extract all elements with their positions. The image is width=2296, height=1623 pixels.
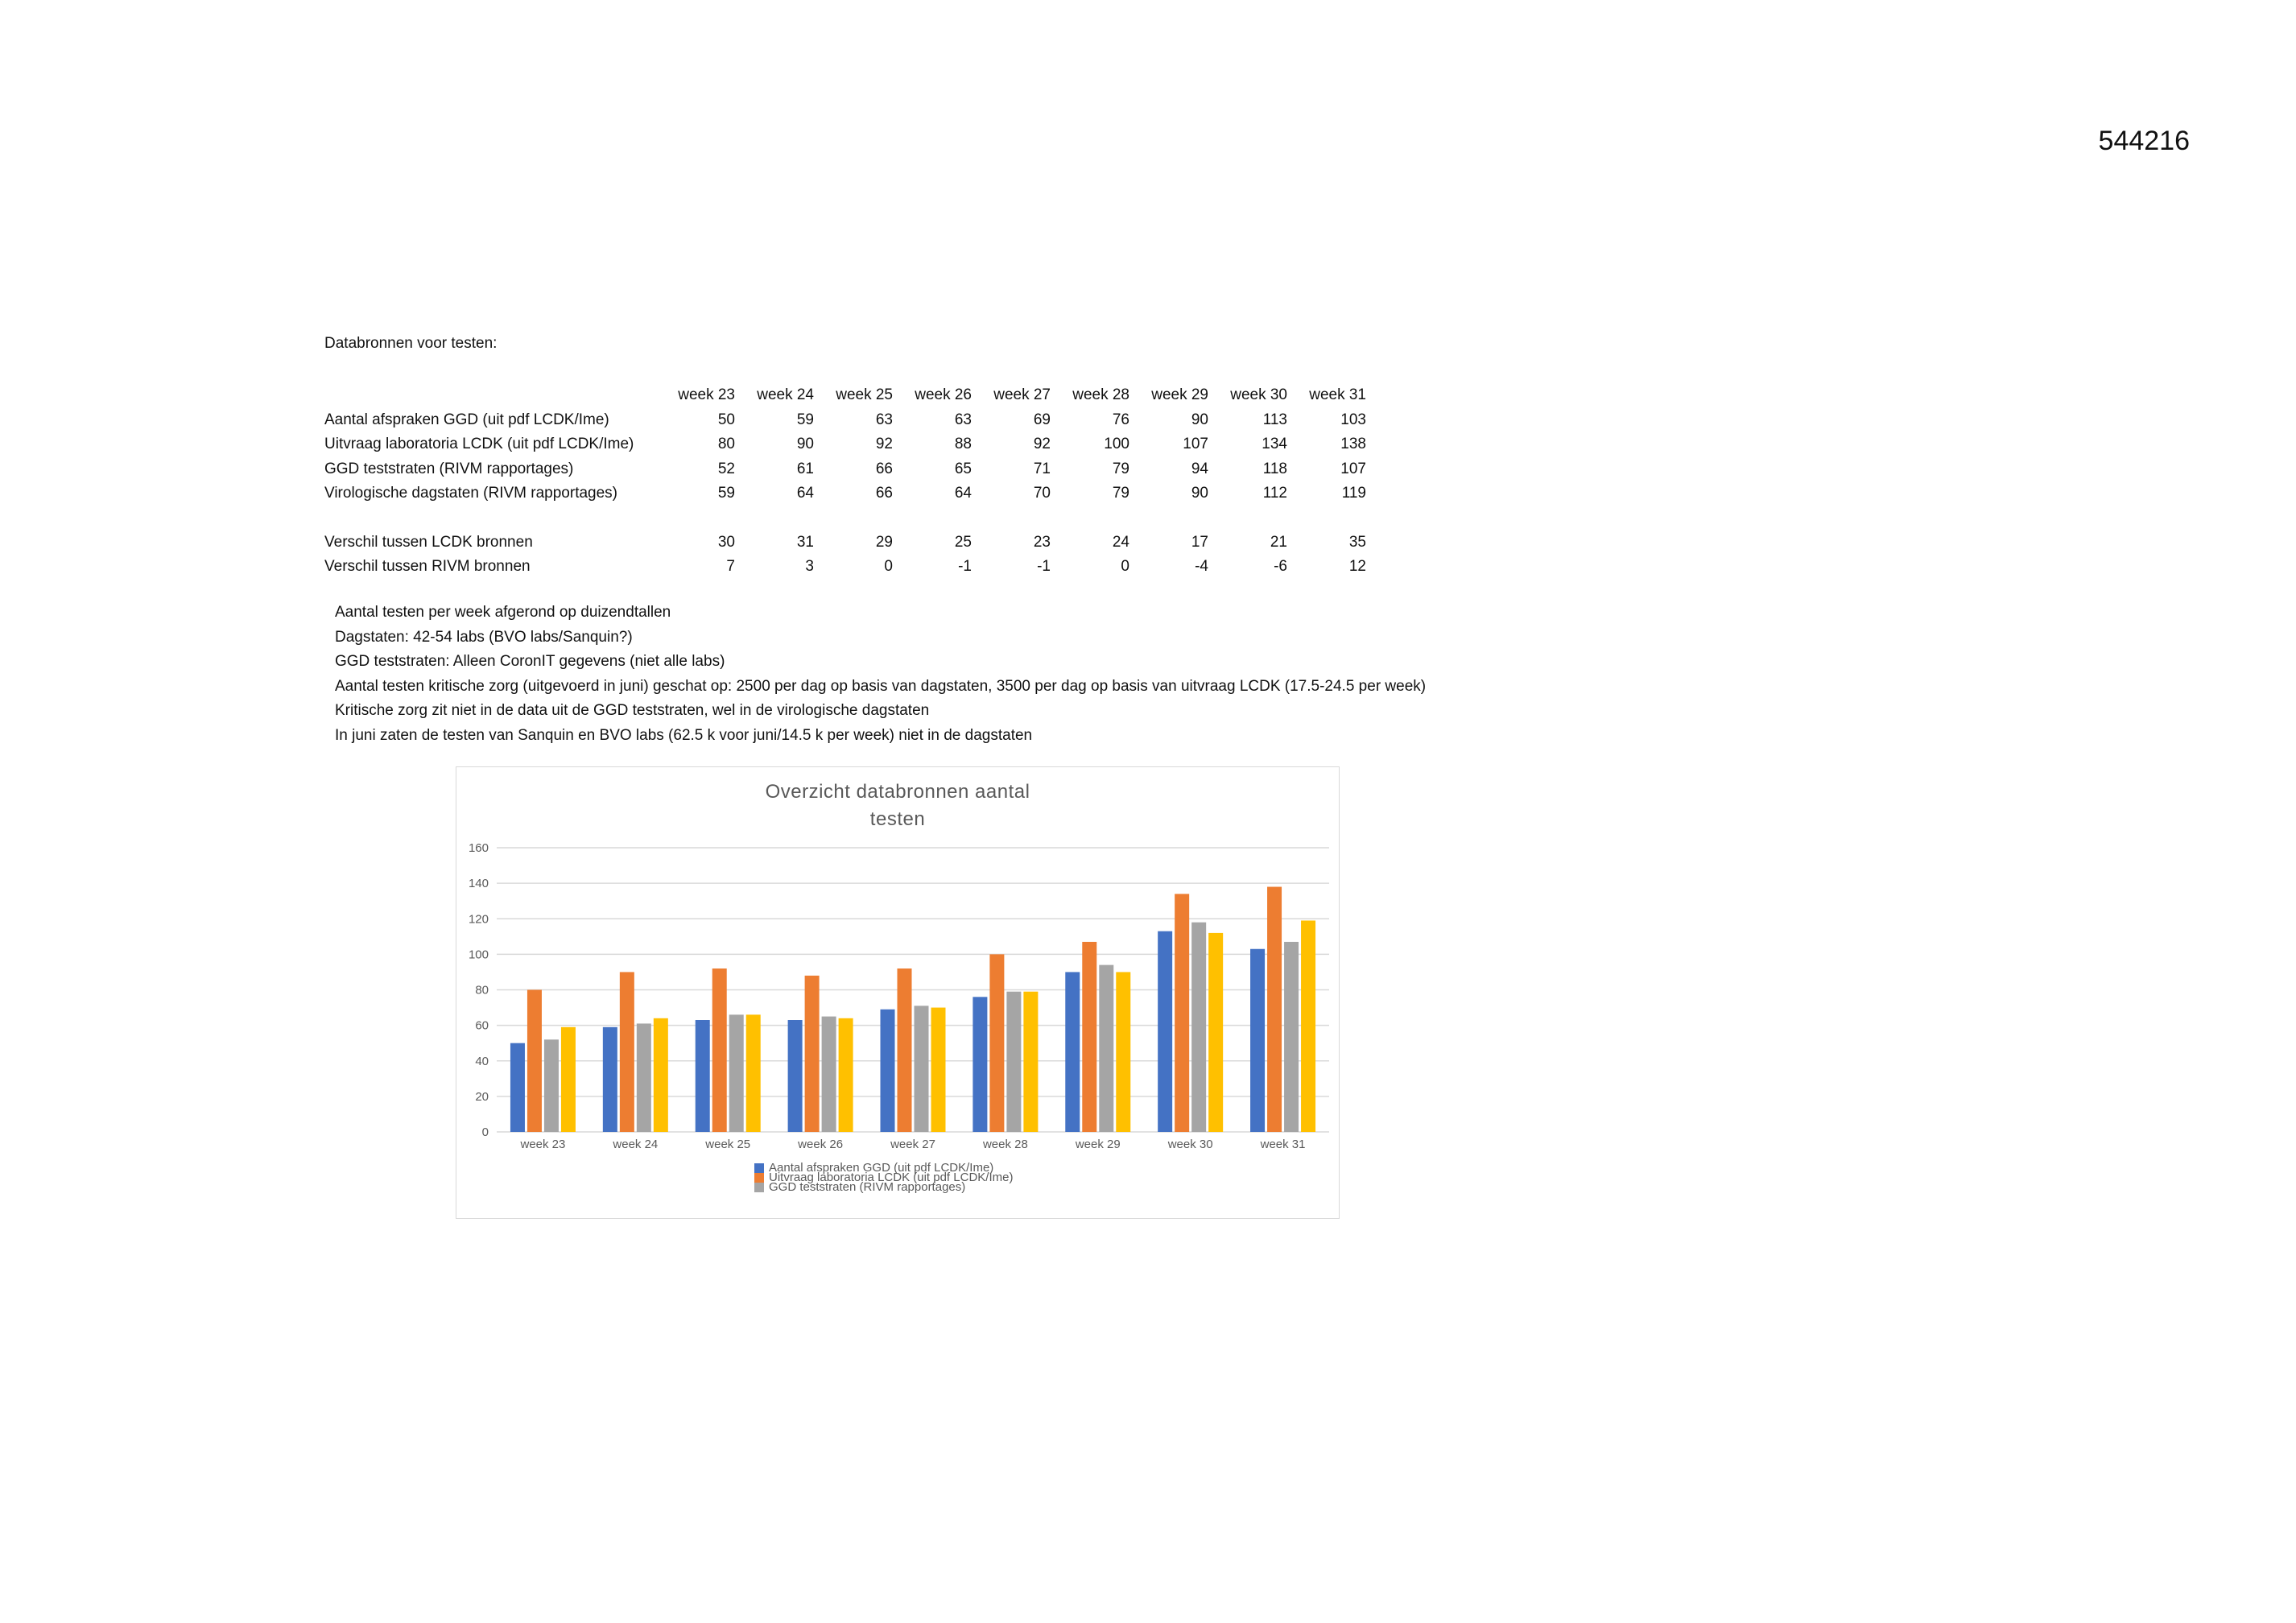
note-line: In juni zaten de testen van Sanquin en BVO labs (62.5 k voor juni/14.5 k per week) niet in de dagstaten: [335, 726, 1033, 744]
bar: [603, 1027, 617, 1132]
bar: [637, 1023, 651, 1132]
table-cell: 134: [1262, 436, 1287, 453]
bar: [1175, 894, 1189, 1132]
table-cell: 64: [954, 485, 972, 502]
bar: [1116, 972, 1130, 1132]
note-line: Aantal testen per week afgerond op duizendtallen: [335, 604, 671, 621]
bar: [510, 1043, 525, 1132]
bar: [805, 976, 820, 1132]
y-tick-label: 20: [475, 1089, 489, 1104]
column-header: week 23: [678, 386, 735, 404]
row-label: Verschil tussen RIVM bronnen: [324, 558, 531, 576]
table-cell: 7: [726, 558, 735, 576]
chart-plot: [456, 767, 1339, 1218]
table-spacer-row: [324, 506, 1366, 531]
table-cell: 100: [1104, 436, 1129, 453]
table-row: [324, 408, 1366, 433]
table-row: [324, 531, 1366, 555]
table-header-row: [324, 383, 1366, 408]
table-cell: 35: [1348, 533, 1366, 551]
bar: [1250, 949, 1265, 1132]
data-table: [324, 383, 1366, 580]
table-cell: 0: [884, 558, 893, 576]
table-cell: 138: [1340, 436, 1366, 453]
x-tick-label: week 29: [1075, 1138, 1121, 1151]
bar: [1006, 992, 1021, 1132]
y-tick-label: 0: [481, 1125, 489, 1139]
table-cell: 59: [796, 411, 814, 428]
table-cell: 90: [1191, 485, 1208, 502]
x-tick-label: week 25: [705, 1138, 751, 1151]
row-label: Verschil tussen LCDK bronnen: [324, 533, 533, 551]
table-cell: 107: [1183, 436, 1208, 453]
y-tick-label: 160: [468, 841, 489, 855]
bar: [746, 1014, 761, 1132]
bar: [1191, 923, 1206, 1132]
table-cell: 92: [875, 436, 893, 453]
table-cell: 3: [805, 558, 814, 576]
bar: [881, 1010, 895, 1132]
table-cell: 50: [717, 411, 735, 428]
table-cell: 88: [954, 436, 972, 453]
row-label: GGD teststraten (RIVM rapportages): [324, 460, 574, 477]
x-tick-label: week 24: [613, 1138, 659, 1151]
bar: [1158, 931, 1172, 1132]
bar: [1082, 942, 1096, 1132]
bar: [1208, 933, 1223, 1132]
table-cell: 29: [875, 533, 893, 551]
legend-label: Aantal afspraken GGD (uit pdf LCDK/Ime): [769, 1161, 994, 1175]
table-cell: 90: [1191, 411, 1208, 428]
y-tick-label: 120: [468, 912, 489, 927]
legend-label: Uitvraag laboratoria LCDK (uit pdf LCDK/Ime): [769, 1171, 1014, 1184]
column-header: week 31: [1309, 386, 1366, 404]
x-tick-label: week 26: [798, 1138, 844, 1151]
y-tick-label: 140: [468, 877, 489, 891]
table-cell: 71: [1033, 460, 1051, 477]
column-header: week 25: [836, 386, 893, 404]
x-tick-label: week 30: [1167, 1138, 1213, 1151]
table-cell: 119: [1341, 485, 1366, 502]
bar: [1267, 887, 1282, 1132]
bar: [1065, 972, 1080, 1132]
legend-swatch: [754, 1183, 764, 1192]
row-label: Virologische dagstaten (RIVM rapportages): [324, 485, 618, 502]
table-cell: 63: [954, 411, 972, 428]
table-row: [324, 481, 1366, 506]
bar: [1023, 992, 1038, 1132]
column-header: week 29: [1151, 386, 1208, 404]
x-tick-label: week 23: [520, 1138, 566, 1151]
table-cell: 112: [1262, 485, 1287, 502]
bar: [729, 1014, 744, 1132]
column-header: week 24: [757, 386, 814, 404]
table-cell: 76: [1112, 411, 1129, 428]
column-header: week 27: [993, 386, 1051, 404]
table-cell: 79: [1112, 485, 1129, 502]
table-cell: 66: [875, 460, 893, 477]
table-cell: -1: [1037, 558, 1051, 576]
table-cell: 63: [875, 411, 893, 428]
table-cell: 17: [1191, 533, 1208, 551]
bar: [1284, 942, 1299, 1132]
table-cell: 79: [1112, 460, 1129, 477]
table-cell: 52: [717, 460, 735, 477]
table-row: [324, 555, 1366, 580]
chart-title-line: Overzicht databronnen aantal: [765, 781, 1030, 803]
bar: [561, 1027, 576, 1132]
table-cell: 61: [796, 460, 814, 477]
table-cell: 80: [717, 436, 735, 453]
column-header: week 28: [1072, 386, 1129, 404]
chart-legend: [754, 1163, 1013, 1192]
bar: [972, 997, 987, 1132]
bar: [1099, 965, 1113, 1132]
table-cell: 90: [796, 436, 814, 453]
table-cell: 118: [1262, 460, 1287, 477]
bar: [931, 1008, 946, 1132]
table-row: [324, 457, 1366, 482]
table-cell: 69: [1033, 411, 1051, 428]
note-line: GGD teststraten: Alleen CoronIT gegevens (niet alle labs): [335, 653, 725, 671]
bar: [989, 954, 1004, 1132]
legend-swatch: [754, 1173, 764, 1183]
table-cell: 70: [1033, 485, 1051, 502]
table-cell: 24: [1112, 533, 1129, 551]
legend-label: GGD teststraten (RIVM rapportages): [769, 1180, 966, 1194]
bar: [898, 968, 912, 1132]
table-cell: 65: [954, 460, 972, 477]
x-tick-label: week 27: [890, 1138, 935, 1151]
table-cell: 0: [1121, 558, 1129, 576]
table-row: [324, 432, 1366, 457]
note-line: Dagstaten: 42-54 labs (BVO labs/Sanquin?): [335, 628, 633, 646]
table-cell: 12: [1348, 558, 1366, 576]
table-cell: 64: [796, 485, 814, 502]
table-cell: -1: [958, 558, 972, 576]
notes-list: [335, 601, 1426, 749]
y-tick-label: 60: [475, 1018, 489, 1033]
bar: [620, 972, 634, 1132]
row-label: Aantal afspraken GGD (uit pdf LCDK/Ime): [324, 411, 609, 428]
bar: [822, 1017, 836, 1132]
y-tick-label: 100: [468, 948, 489, 962]
section-heading: Databronnen voor testen:: [324, 335, 498, 352]
note-line: Kritische zorg zit niet in de data uit de GGD teststraten, wel in de virologische dagstaten: [335, 702, 930, 720]
document-id: 544216: [2098, 126, 2190, 156]
chart: [456, 766, 1340, 1219]
row-label: Uitvraag laboratoria LCDK (uit pdf LCDK/Ime): [324, 436, 634, 453]
bar: [788, 1020, 803, 1132]
bar: [527, 990, 542, 1133]
bar: [654, 1018, 668, 1132]
bar: [696, 1020, 710, 1132]
table-cell: -4: [1195, 558, 1208, 576]
note-line: Aantal testen kritische zorg (uitgevoerd in juni) geschat op: 2500 per dag op basis van dagstaten, 3500 per dag op basis van uitvraag LCDK (17.5-24.5 per week): [335, 677, 1427, 695]
x-tick-label: week 31: [1260, 1138, 1306, 1151]
table-cell: 25: [954, 533, 972, 551]
table-cell: 23: [1033, 533, 1051, 551]
table-cell: 103: [1340, 411, 1366, 428]
bar: [544, 1039, 559, 1132]
table-cell: -6: [1274, 558, 1287, 576]
bar: [839, 1018, 853, 1132]
table-cell: 107: [1340, 460, 1366, 477]
legend-swatch: [754, 1163, 764, 1173]
table-cell: 30: [717, 533, 735, 551]
table-cell: 59: [717, 485, 735, 502]
column-header: week 26: [915, 386, 972, 404]
bar: [712, 968, 727, 1132]
chart-title-line: testen: [869, 808, 926, 830]
column-header: week 30: [1230, 386, 1287, 404]
x-tick-label: week 28: [982, 1138, 1028, 1151]
table-cell: 66: [875, 485, 893, 502]
table-cell: 92: [1033, 436, 1051, 453]
table-cell: 94: [1191, 460, 1208, 477]
table-cell: 21: [1270, 533, 1287, 551]
bar: [915, 1006, 929, 1132]
y-tick-label: 40: [475, 1054, 489, 1068]
table-cell: 31: [796, 533, 814, 551]
y-tick-label: 80: [475, 983, 489, 997]
table-corner-cell: [324, 383, 656, 408]
bar: [1301, 920, 1315, 1132]
table-cell: 113: [1262, 411, 1287, 428]
